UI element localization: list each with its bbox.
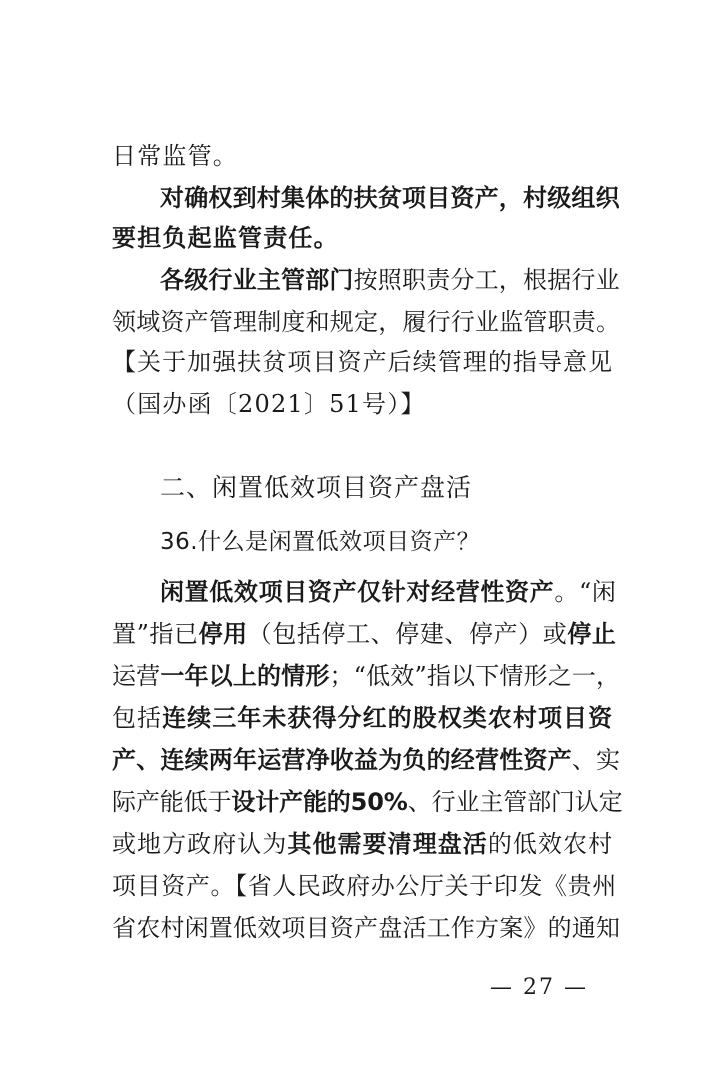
text-span: ；“低效”指以下情形之一， [329, 662, 621, 690]
text-span: 停用 [198, 620, 248, 648]
text-span: 、行业主管部门认定 [407, 788, 623, 816]
text-span: 设计产能的50% [231, 788, 408, 816]
text-span: 【省人民政府办公厅关于印发《贵州 [235, 872, 617, 900]
text-line [112, 618, 617, 650]
text-line [112, 828, 612, 860]
text-span: 停止 [567, 620, 617, 648]
text-span: 领域资产管理制度和规定，履行行业监管职责。 [112, 308, 621, 336]
text-span: 闲置低效项目资产仅针对经营性资产 [160, 578, 555, 606]
text-span: （国办函〔2021〕51号）】 [112, 390, 426, 418]
text-line [112, 660, 621, 692]
text-line [112, 870, 617, 902]
text-span: 省农村闲置低效项目资产盘活工作方案》的通知 [112, 914, 621, 942]
text-line [112, 744, 621, 776]
text-span: 产、连续两年运营净收益为负的经营性资产 [112, 746, 572, 774]
text-line [112, 912, 621, 944]
text-span: 置”指已 [112, 620, 199, 648]
page-number: — 27 — [490, 975, 588, 1000]
text-span: 【关于加强扶贫项目资产后续管理的指导意见 [112, 348, 614, 376]
text-span: 按照职责分工，根据行业 [353, 266, 620, 294]
text-span: 对确权到村集体的扶贫项目资产，村级组织 [160, 184, 620, 212]
section-heading [160, 472, 612, 504]
text-span: 36.什么是闲置低效项目资产？ [160, 529, 481, 555]
text-span: 二、闲置低效项目资产盘活 [160, 473, 473, 502]
text-span: 连续三年未获得分红的股权类农村项目资 [162, 704, 614, 732]
text-span: 一年以上的情形 [160, 662, 330, 690]
text-span: 的低效农村 [487, 830, 614, 858]
text-line [160, 264, 620, 296]
citation-line [112, 388, 612, 420]
text-line [112, 222, 612, 254]
text-span: 项目资产。 [112, 872, 236, 900]
text-span: （包括停工、停建、停产）或 [247, 620, 568, 648]
text-line [112, 786, 623, 818]
text-span: 各级行业主管部门 [160, 266, 354, 294]
question-title [160, 526, 612, 558]
text-line [160, 182, 620, 214]
text-span: 其他需要清理盘活 [287, 830, 488, 858]
text-span: 要担负起监管责任。 [112, 224, 339, 252]
text-span: 际产能低于 [112, 788, 232, 816]
text-line [112, 140, 612, 172]
text-span: 。“闲 [554, 578, 617, 606]
text-span: 、实 [571, 746, 621, 774]
text-line [112, 702, 612, 734]
text-span: 包括 [112, 704, 163, 732]
text-span: 日常监管。 [112, 142, 238, 170]
text-line [112, 306, 621, 338]
text-span: 运营 [112, 662, 161, 690]
citation-line [112, 346, 612, 378]
text-span: 或地方政府认为 [112, 830, 288, 858]
text-line [160, 576, 617, 608]
